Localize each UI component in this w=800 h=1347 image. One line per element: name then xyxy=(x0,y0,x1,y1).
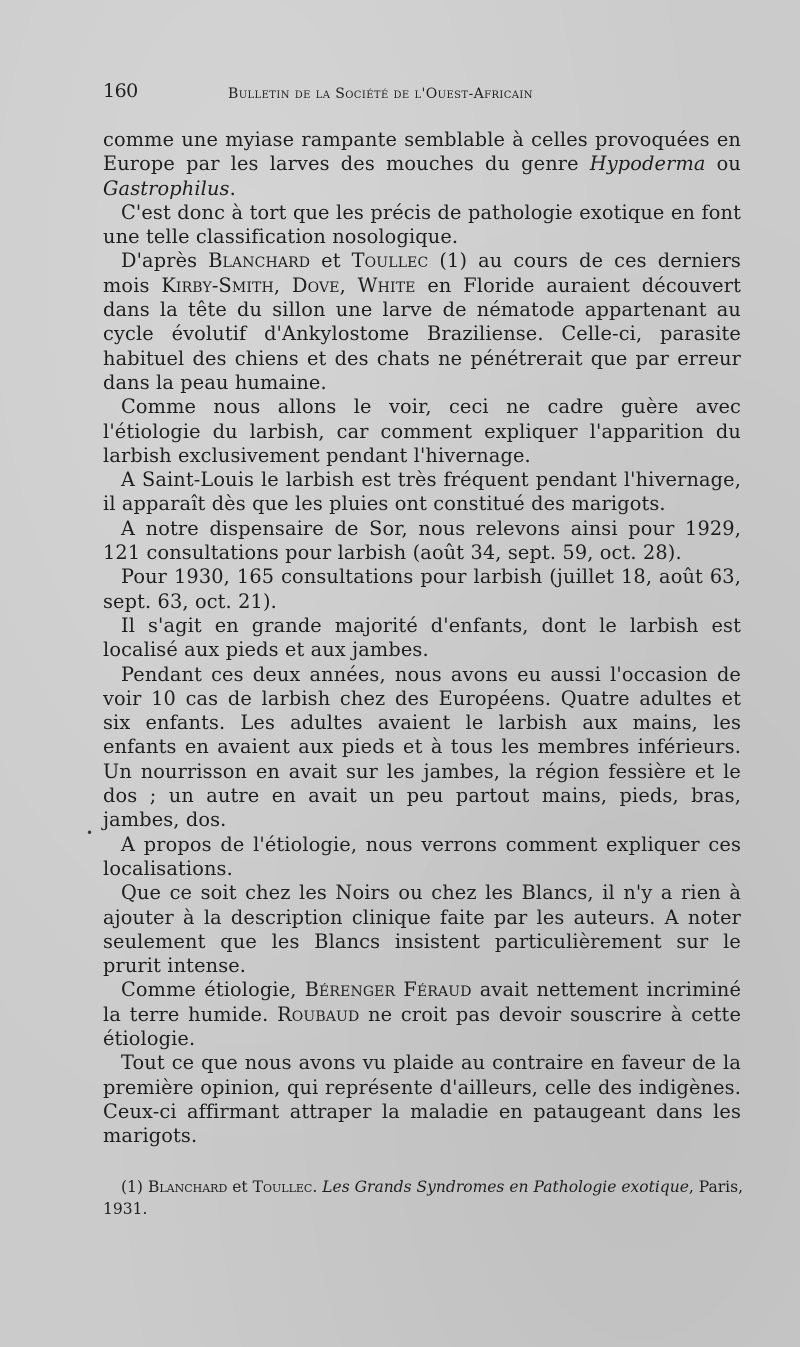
paragraph-1 xyxy=(103,128,741,201)
author-name: Blanchard xyxy=(147,1178,228,1196)
author-name: Bérenger Féraud xyxy=(304,978,472,1002)
paragraph-8: Il s'agit en grande majorité d'enfants, dont le larbish est localisé aux pieds et aux jambes. xyxy=(103,613,741,662)
author-name: Blanchard xyxy=(208,249,311,273)
genus-name: Hypoderma xyxy=(589,152,706,176)
footnote-1 xyxy=(103,1176,743,1220)
author-name: Toullec xyxy=(351,249,429,273)
page-number: 160 xyxy=(103,80,138,102)
cited-title: Les Grands Syndromes en Pathologie exotique xyxy=(322,1178,689,1196)
text-run: en Floride auraient découvert dans la tête du sillon une larve de nématode appartenant au cycle évolutif d'Ankylostome Braziliense. Celle-ci, parasite habituel des chiens et des chats ne pénétrerait que par erreur dans la peau humaine. xyxy=(103,273,741,394)
text-run: Comme étiologie, xyxy=(121,978,305,1002)
footnote-marker: (1) xyxy=(121,1178,148,1196)
text-run: comme une myiase rampante semblable à celles provoquées en Europe par les larves des mouches du genre xyxy=(103,128,741,176)
text-run: . xyxy=(229,176,236,200)
author-name: Roubaud xyxy=(277,1002,360,1026)
running-title: Bulletin de la Société de l'Ouest-Africain xyxy=(228,86,533,102)
page-header xyxy=(103,80,753,110)
paragraph-11: Que ce soit chez les Noirs ou chez les Blancs, il n'y a rien à ajouter à la description clinique faite par les auteurs. A noter seulement que les Blancs insistent particulièrement sur le prurit intense. xyxy=(103,881,741,978)
text-run: et xyxy=(310,249,352,273)
paragraph-3 xyxy=(103,249,741,395)
author-name: Toullec xyxy=(252,1178,313,1196)
margin-bullet: • xyxy=(86,826,94,840)
paragraph-9: Pendant ces deux années, nous avons eu aussi l'occasion de voir 10 cas de larbish chez des Européens. Quatre adultes et six enfants. Les adultes avaient le larbish aux mains, les enfants en avaient aux pieds et à tous les membres inférieurs. Un nourrisson en avait sur les jambes, la région fessière et le dos ; un autre en avait un peu partout mains, pieds, bras, jambes, dos. xyxy=(103,662,741,832)
paragraph-2: C'est donc à tort que les précis de pathologie exotique en font une telle classification nosologique. xyxy=(103,200,741,249)
paragraph-6: A notre dispensaire de Sor, nous relevons ainsi pour 1929, 121 consultations pour larbish (août 34, sept. 59, oct. 28). xyxy=(103,516,741,565)
text-run: (1) au cours de ces derniers mois xyxy=(103,249,741,297)
text-run: ne croit pas devoir souscrire à cette étiologie. xyxy=(103,1002,741,1050)
paragraph-5: A Saint-Louis le larbish est très fréquent pendant l'hivernage, il apparaît dès que les pluies ont constitué des marigots. xyxy=(103,468,741,516)
text-run: avait nettement incriminé la terre humide. xyxy=(103,978,741,1026)
article-body xyxy=(103,128,741,1148)
text-run: , Paris, 1931. xyxy=(103,1178,744,1218)
text-run: D'après xyxy=(121,249,209,273)
text-run: . xyxy=(312,1178,323,1196)
paragraph-12 xyxy=(103,978,741,1051)
paragraph-7: Pour 1930, 165 consultations pour larbish (juillet 18, août 63, sept. 63, oct. 21). xyxy=(103,565,741,613)
genus-name: Gastrophilus xyxy=(103,176,230,200)
paragraph-4: Comme nous allons le voir, ceci ne cadre guère avec l'étiologie du larbish, car comment expliquer l'apparition du larbish exclusivement pendant l'hivernage. xyxy=(103,395,741,467)
author-name: Kirby-Smith, Dove, White xyxy=(161,273,416,297)
paragraph-10: A propos de l'étiologie, nous verrons comment expliquer ces localisations. xyxy=(103,832,741,880)
text-run: et xyxy=(227,1178,253,1196)
paragraph-13: Tout ce que nous avons vu plaide au contraire en faveur de la première opinion, qui représente d'ailleurs, celle des indigènes. Ceux-ci affirmant attraper la maladie en pataugeant dans les marigots. xyxy=(103,1051,741,1148)
text-run: ou xyxy=(705,152,741,176)
footnote xyxy=(103,1176,743,1220)
